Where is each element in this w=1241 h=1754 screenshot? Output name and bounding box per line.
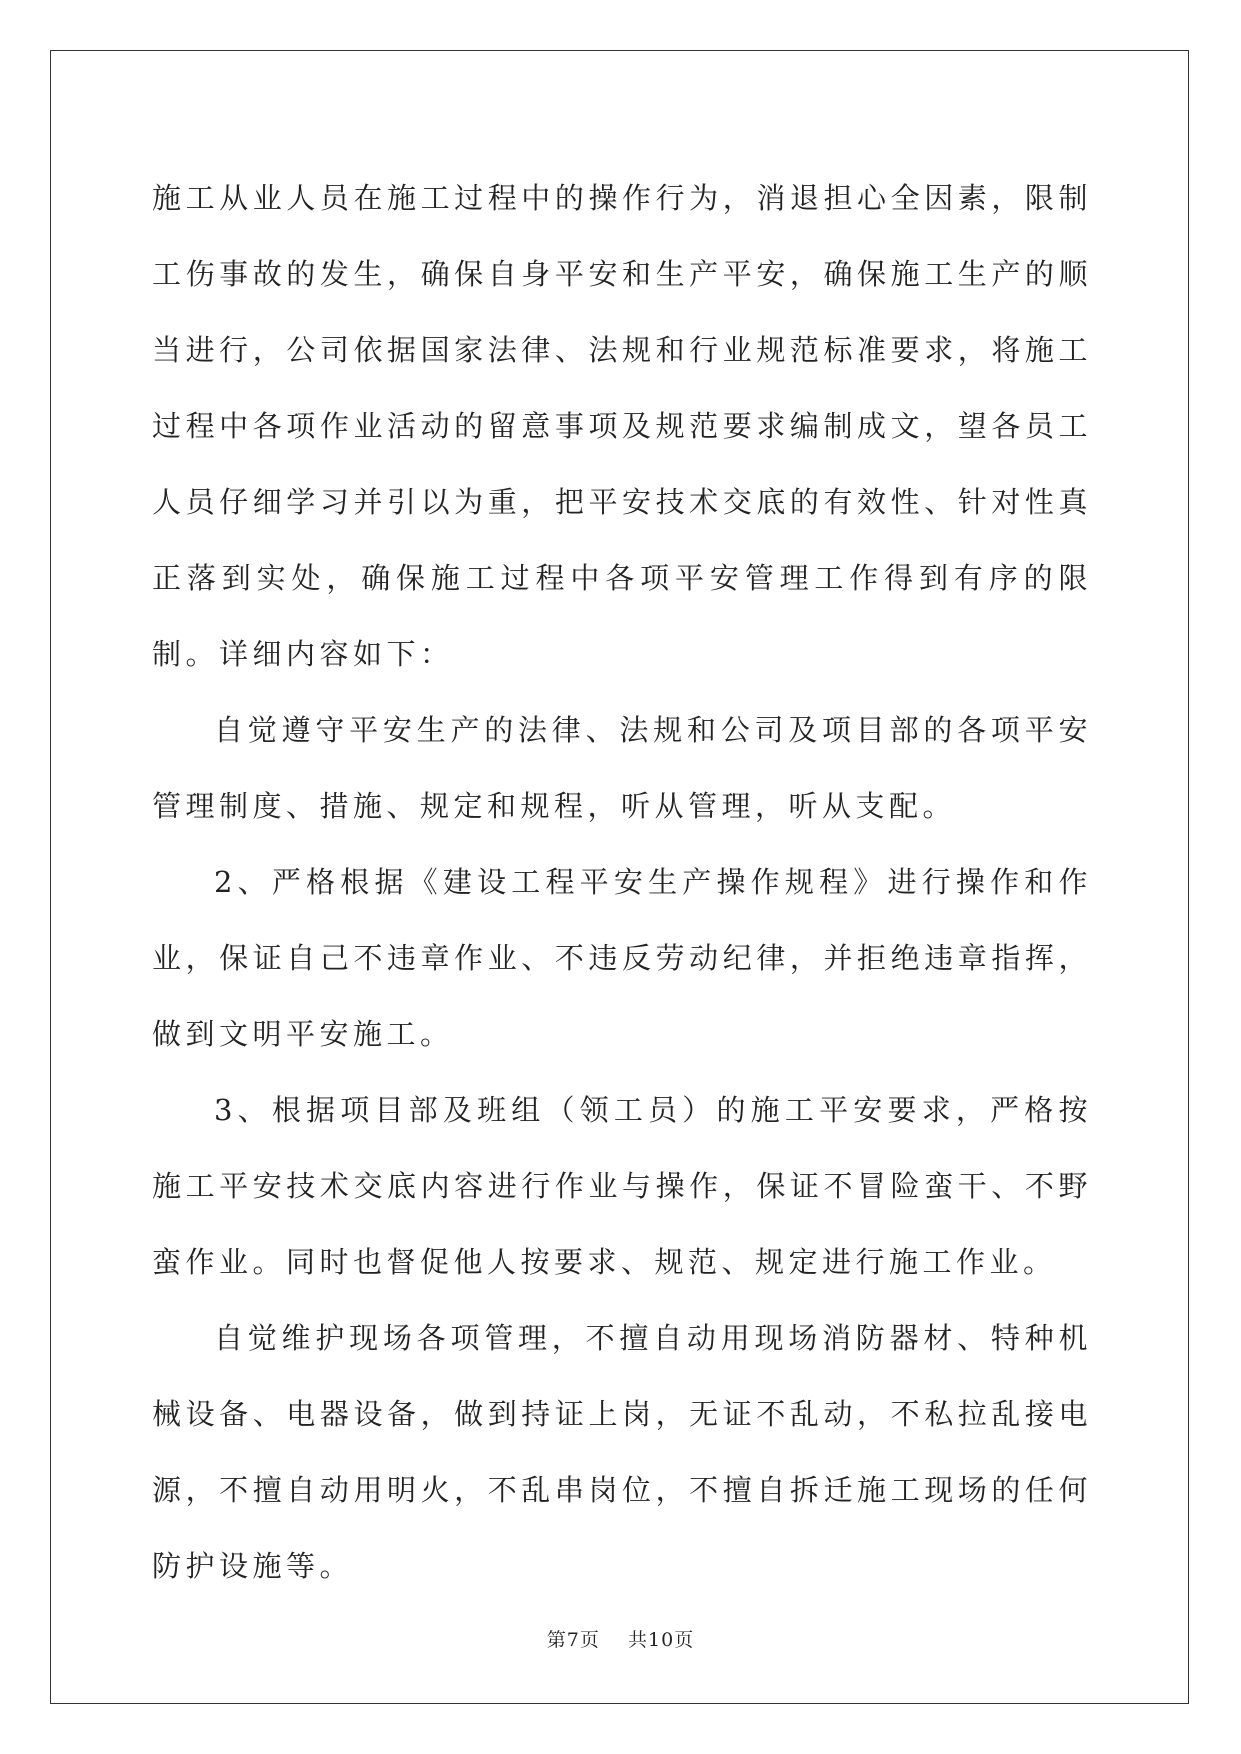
page-number: 第7页 (546, 1629, 600, 1651)
paragraph-item-2: 2、严格根据《建设工程平安生产操作规程》进行操作和作业，保证自己不违章作业、不违反劳动纪律，并拒绝违章指挥，做到文明平安施工。 (152, 865, 1092, 1051)
document-body (152, 160, 1092, 1604)
paragraph-site-management: 自觉维护现场各项管理，不擅自动用现场消防器材、特种机械设备、电器设备，做到持证上岗，无证不乱动，不私拉乱接电源，不擅自动用明火，不乱串岗位，不擅自拆迁施工现场的任何防护设施等。 (152, 1321, 1092, 1583)
paragraph-intro: 施工从业人员在施工过程中的操作行为，消退担心全因素，限制工伤事故的发生，确保自身平安和生产平安，确保施工生产的顺当进行，公司依据国家法律、法规和行业规范标准要求，将施工过程中各项作业活动的留意事项及规范要求编制成文，望各员工人员仔细学习并引以为重，把平安技术交底的有效性、针对性真正落到实处，确保施工过程中各项平安管理工作得到有序的限制。详细内容如下： (152, 181, 1092, 671)
page-total: 共10页 (628, 1629, 695, 1651)
page-footer (0, 1625, 1241, 1652)
paragraph-item-3: 3、根据项目部及班组（领工员）的施工平安要求，严格按施工平安技术交底内容进行作业与操作，保证不冒险蛮干、不野蛮作业。同时也督促他人按要求、规范、规定进行施工作业。 (152, 1093, 1092, 1279)
footer-spacer (600, 1629, 628, 1651)
paragraph-compliance: 自觉遵守平安生产的法律、法规和公司及项目部的各项平安管理制度、措施、规定和规程，听从管理，听从支配。 (152, 713, 1092, 823)
